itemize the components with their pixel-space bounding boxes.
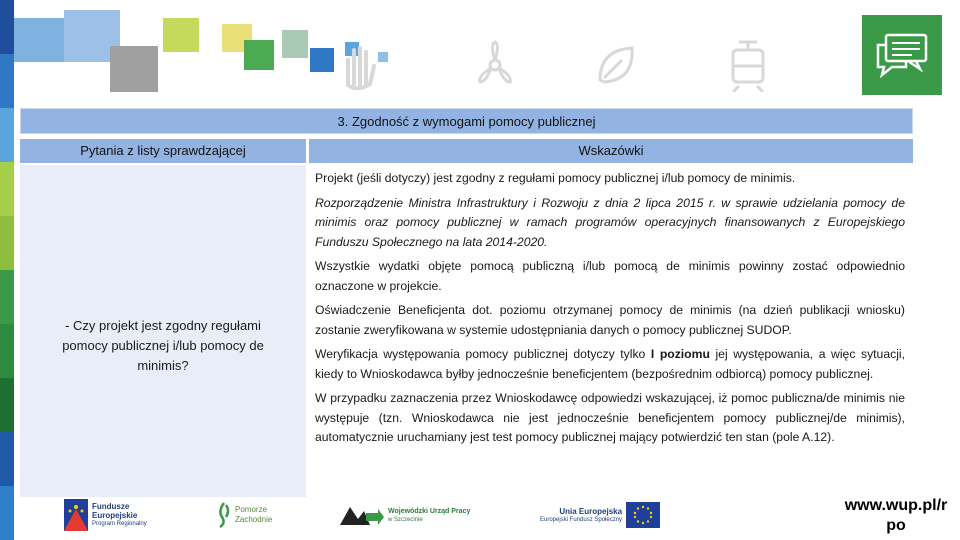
pomorze-line: Zachodnie: [235, 515, 273, 524]
stripe-segment: [0, 324, 14, 378]
hint-paragraph: [315, 345, 905, 384]
leaf-icon: [592, 40, 642, 90]
ue-line: Unia Europejska: [559, 506, 623, 516]
decor-square: [282, 30, 308, 58]
url-line: www.wup.pl/r: [844, 497, 948, 514]
column-header-hints: Wskazówki: [309, 139, 913, 163]
unia-europejska-logo: [540, 496, 680, 534]
stripe-segment: [0, 486, 14, 540]
hint-paragraph: Wszystkie wydatki objęte pomocą publiczną i/lub pomocą de minimis powinny zostać odpowiednio oznaczone w projekcie.: [315, 259, 905, 293]
decor-square: [310, 48, 334, 72]
question-text: - Czy projekt jest zgodny regułami pomocy publicznej i/lub pomocy de minimis?: [62, 318, 264, 373]
url-line: po: [886, 517, 906, 534]
wind-turbine-icon: [470, 40, 520, 90]
stripe-segment: [0, 216, 14, 270]
fundusze-europejskie-logo: [64, 496, 174, 534]
hints-cell: [309, 165, 913, 497]
decor-square: [14, 18, 64, 62]
fe-stars-icon: [64, 499, 88, 531]
decor-square: [163, 18, 199, 52]
decor-square: [244, 40, 274, 70]
chat-icon-box: [862, 15, 942, 95]
stripe-segment: [0, 432, 14, 486]
stripe-segment: [0, 162, 14, 216]
tram-icon: [725, 40, 771, 92]
hand-icon: [338, 40, 378, 90]
stripe-segment: [0, 378, 14, 432]
table-title: 3. Zgodność z wymogami pomocy publicznej: [20, 108, 913, 134]
column-header-questions: Pytania z listy sprawdzającej: [20, 139, 306, 163]
fe-line: Europejskie: [92, 511, 138, 520]
stripe-segment: [0, 270, 14, 324]
stripe-segment: [0, 54, 14, 108]
left-color-stripe: [0, 0, 14, 540]
fe-line: Fundusze: [92, 502, 130, 511]
wup-szczecin-logo: [340, 496, 480, 534]
hint-regulation-paragraph: Rozporządzenie Ministra Infrastruktury i Rozwoju z dnia 2 lipca 2015 r. w sprawie udzielania pomocy de minimis oraz pomocy publicznej w ramach programów operacyjnych finansowanych z Europejskiego Funduszu Społecznego na lata 2014-2020.: [315, 195, 905, 249]
decor-square: [110, 46, 158, 92]
eu-flag-icon: [626, 502, 660, 528]
chat-bubbles-icon: [862, 15, 942, 95]
question-cell: [20, 165, 306, 497]
decor-square: [378, 52, 388, 62]
website-url[interactable]: [832, 496, 960, 540]
wup-line: w Szczecinie: [388, 516, 423, 523]
hint-paragraph: W przypadku zaznaczenia przez Wnioskodawcę odpowiedzi wskazującej, iż pomoc publiczna/de minimis nie występuje (tzn. Wnioskodawca nie jest jednocześnie beneficjentem pomocy publicznej/de minimis), automatycznie uruchamiany jest test pomocy publicznej mający potwierdzić ten stan (pole A.12).: [315, 391, 905, 444]
pomorze-line: Pomorze: [235, 505, 268, 514]
wup-arrow-icon: [340, 501, 384, 529]
pomorze-zachodnie-logo: [216, 496, 296, 534]
hint-bold-text: I poziomu: [650, 347, 710, 361]
wup-line: Wojewódzki Urząd Pracy: [388, 507, 471, 515]
stripe-segment: [0, 0, 14, 54]
hint-text: jej występowania, a więc sytuacji, kiedy to Wnioskodawca byłby jednocześnie beneficjentem (bezpośrednim odbiorcą) pomocy publicznej.: [315, 347, 905, 381]
hint-paragraph: Oświadczenie Beneficjenta dot. poziomu otrzymanej pomocy de minimis (na dzień publikacji wniosku) zostanie zweryfikowana w systemie udostępniania danych o pomocy publicznej SUDOP.: [315, 303, 905, 337]
ue-line: Europejski Fundusz Społeczny: [540, 516, 623, 523]
hint-text: Weryfikacja występowania pomocy publicznej dotyczy tylko: [315, 347, 651, 361]
hint-paragraph: Projekt (jeśli dotyczy) jest zgodny z regułami pomocy publicznej i/lub pomocy de minimis.: [315, 171, 796, 185]
fe-line: Program Regionalny: [92, 521, 147, 527]
stripe-segment: [0, 108, 14, 162]
pomorze-emblem-icon: [216, 501, 232, 529]
